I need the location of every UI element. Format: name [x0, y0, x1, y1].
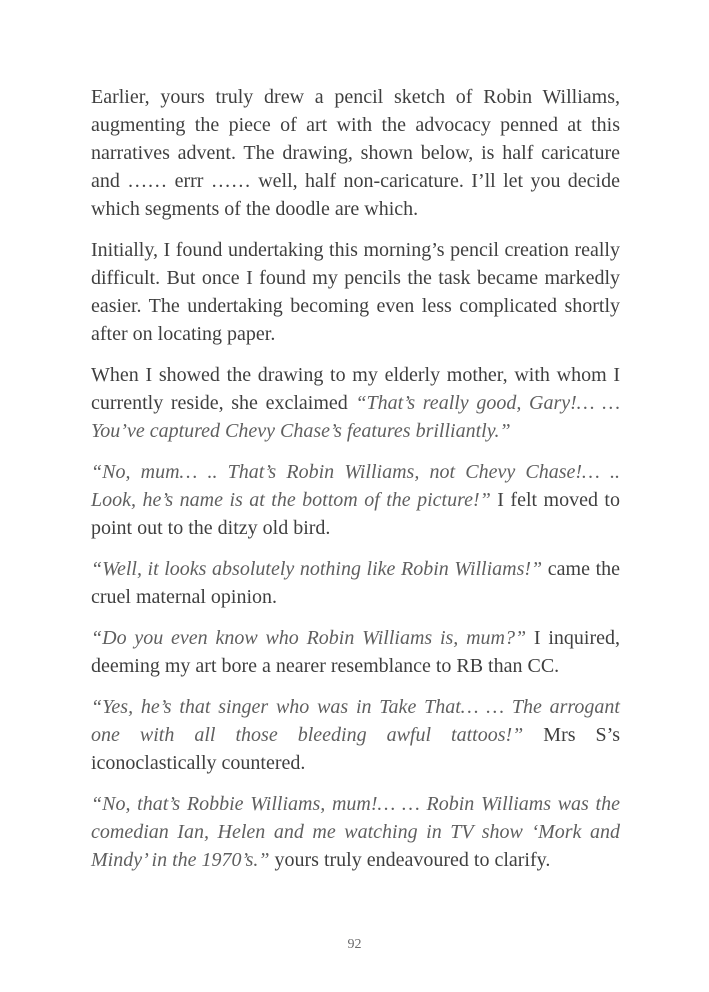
- quote-text-segment: “Do you even know who Robin Williams is, mum?”: [91, 627, 527, 649]
- quote-text-segment: “Yes, he’s that singer who was in Take That… … The arrogant one with all those bleeding awful tattoos!”: [91, 696, 620, 746]
- quote-text-segment: “Well, it looks absolutely nothing like Robin Williams!”: [91, 558, 543, 580]
- narration-text-segment: I inquired, deeming my art bore a nearer resemblance to RB than CC.: [91, 627, 621, 677]
- paragraph: [91, 693, 620, 777]
- narration-text-segment: yours truly endeavoured to clarify.: [269, 849, 551, 871]
- paragraph: [91, 555, 620, 611]
- narration-text-segment: Earlier, yours truly drew a pencil sketch of Robin Williams, augmenting the piece of art with the advocacy penned at this narratives advent. The drawing, shown below, is half caricature and …… errr …… well, half non-caricature. I’ll let you decide which segments of the doodle are which.: [91, 86, 620, 220]
- quote-text-segment: “No, mum… .. That’s Robin Williams, not Chevy Chase!… .. Look, he’s name is at the bottom of the picture!”: [91, 461, 620, 511]
- narration-text-segment: Mrs S’s iconoclastically countered.: [91, 724, 620, 774]
- page-number: 92: [347, 937, 362, 952]
- page-body: [91, 83, 620, 887]
- narration-text-segment: Initially, I found undertaking this morning’s pencil creation really difficult. But once I found my pencils the task became markedly easier. The undertaking becoming even less complicated shortly after on locating paper.: [91, 239, 620, 345]
- narration-text-segment: came the cruel maternal opinion.: [91, 558, 620, 608]
- paragraph: [91, 790, 620, 874]
- paragraph: [91, 236, 620, 348]
- paragraph: [91, 458, 620, 542]
- quote-text-segment: “That’s really good, Gary!… … You’ve captured Chevy Chase’s features brilliantly.”: [91, 392, 620, 442]
- paragraph: [91, 361, 620, 445]
- narration-text-segment: When I showed the drawing to my elderly mother, with whom I currently reside, she exclaimed: [91, 364, 620, 414]
- paragraph: [91, 624, 620, 680]
- paragraph: [91, 83, 620, 223]
- quote-text-segment: “No, that’s Robbie Williams, mum!… … Robin Williams was the comedian Ian, Helen and me watching in TV show ‘Mork and Mindy’ in the 1970’s.”: [91, 793, 620, 871]
- narration-text-segment: I felt moved to point out to the ditzy old bird.: [91, 489, 620, 539]
